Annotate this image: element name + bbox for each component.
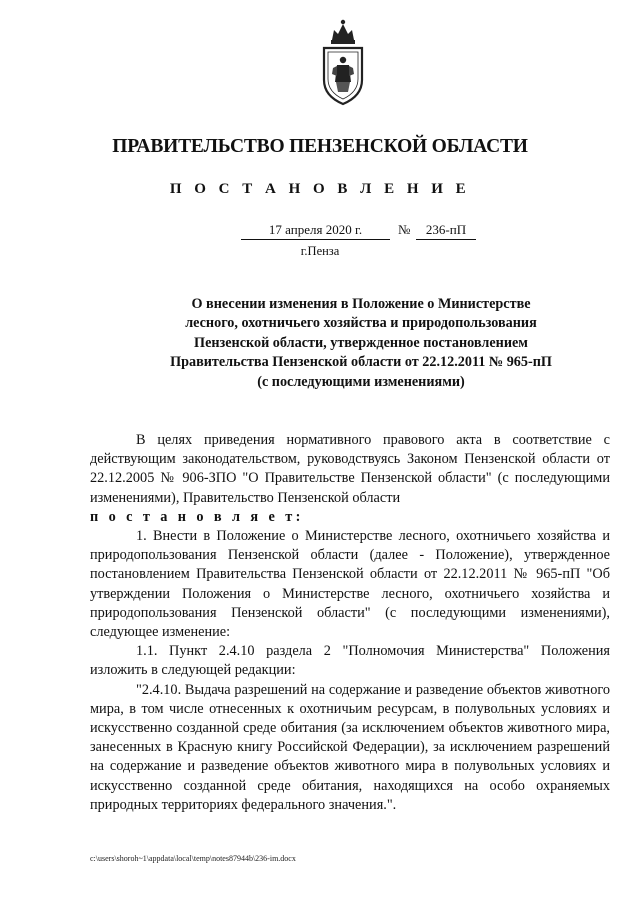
subject-line: (с последующими изменениями)	[257, 373, 465, 390]
coat-of-arms-icon	[318, 18, 368, 106]
footer-file-path: c:\users\shoroh~1\appdata\local\temp\notes87944b\236-im.docx	[90, 854, 296, 863]
city: г.Пенза	[300, 244, 340, 258]
document-type: П О С Т А Н О В Л Е Н И Е	[169, 181, 471, 197]
decree-body	[90, 431, 610, 815]
subject-line: Правительства Пензенской области от 22.12.2011 № 965-пП	[170, 354, 552, 371]
preamble-paragraph: В целях приведения нормативного правового акта в соответствие с действующим законодательством, руководствуясь Законом Пензенской области от 22.12.2005 № 906-ЗПО "О Правительстве Пензенской области" (с последующими изменениями), Правительство Пензенской области	[90, 432, 610, 506]
item-1-paragraph: 1. Внести в Положение о Министерстве лесного, охотничьего хозяйства и природопользования Пензенской области (далее - Положение), утвержденное постановлением Правительства Пензенской области от 22.12.2011 № 965-пП "Об утверждении Положения о Министерстве лесного, охотничьего хозяйства и природопользования Пензенской области" (с последующими изменениями), следующее изменение:	[90, 528, 610, 641]
subject-line: лесного, охотничьего хозяйства и природопользования	[185, 315, 537, 332]
number-sign: №	[398, 222, 411, 237]
decree-subject	[100, 295, 622, 392]
item-1-1-paragraph: 1.1. Пункт 2.4.10 раздела 2 "Полномочия Министерства" Положения изложить в следующей редакции:	[90, 643, 610, 679]
subject-line: О внесении изменения в Положение о Министерстве	[191, 296, 531, 312]
subject-line: Пензенской области, утвержденное постановлением	[194, 334, 528, 351]
decree-number: 236-пП	[416, 222, 476, 240]
quoted-clause-paragraph: "2.4.10. Выдача разрешений на содержание и разведение объектов животного мира, в том числе отнесенных к охотничьим ресурсам, в полувольных условиях и искусственно созданной среде обитания (за исключением объектов животного мира, занесенных в Красную книгу Российской Федерации), за исключением разрешений на содержание и разведение объектов животного мира в полувольных условиях и искусственно созданной среде обитания, находящихся на особо охраняемых природных территориях федерального значения.".	[90, 681, 610, 813]
government-title: ПРАВИТЕЛЬСТВО ПЕНЗЕНСКОЙ ОБЛАСТИ	[112, 136, 528, 157]
resolves-word: п о с т а н о в л я е т:	[90, 508, 304, 525]
decree-date: 17 апреля 2020 г.	[241, 222, 390, 240]
